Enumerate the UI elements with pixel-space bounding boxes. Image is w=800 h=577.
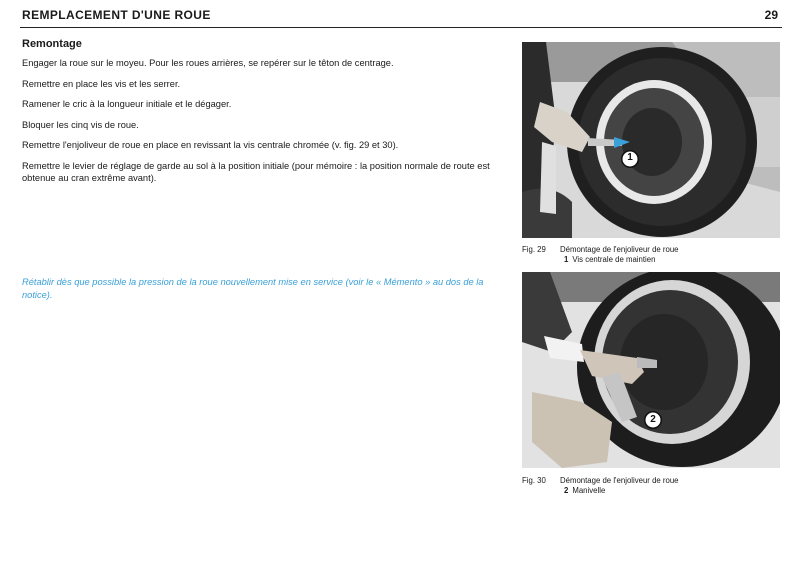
figure-29-caption — [522, 245, 679, 264]
instruction-item: Bloquer les cinq vis de roue. — [22, 119, 139, 130]
figure-29-callout-text: Vis centrale de maintien — [572, 254, 656, 264]
instruction-list — [22, 57, 500, 193]
figure-30-title: Démontage de l'enjoliveur de roue — [560, 476, 679, 485]
figure-30-callout-2: 2 — [650, 414, 656, 425]
header-title: REMPLACEMENT D'UNE ROUE — [22, 8, 211, 22]
instruction-item: Remettre l'enjoliveur de roue en place en revissant la vis centrale chromée (v. fig. 29 et 30). — [22, 140, 399, 150]
figure-29-number: 1 — [564, 254, 569, 264]
page-number: 29 — [764, 8, 778, 22]
figure-30-label: Fig. 30 — [522, 476, 546, 485]
instruction-item: Ramener le cric à la longueur initiale et le dégager. — [22, 99, 232, 109]
figure-29-title: Démontage de l'enjoliveur de roue — [560, 245, 679, 254]
figure-30-caption — [522, 476, 679, 495]
instruction-item: Remettre le levier de réglage de garde au sol à la position initiale (pour mémoire : la position normale de route est obtenue au cran extrême avant). — [22, 160, 490, 183]
figure-30-photo — [522, 272, 780, 468]
figure-30-callout-text: Manivelle — [572, 485, 606, 495]
figure-29-label: Fig. 29 — [522, 245, 546, 254]
figure-30-number: 2 — [564, 485, 569, 495]
figure-29-photo — [522, 42, 780, 238]
instruction-item: Engager la roue sur le moyeu. Pour les roues arrières, se repérer sur le têton de centrage. — [22, 58, 394, 68]
header-rule — [20, 27, 782, 28]
pressure-note: Rétablir dès que possible la pression de la roue nouvellement mise en service (voir le « Mémento » au dos de la notice). — [22, 277, 484, 300]
instruction-item: Remettre en place les vis et les serrer. — [22, 78, 181, 89]
figure-29-callout-1: 1 — [627, 152, 633, 163]
section-title: Remontage — [22, 38, 82, 50]
